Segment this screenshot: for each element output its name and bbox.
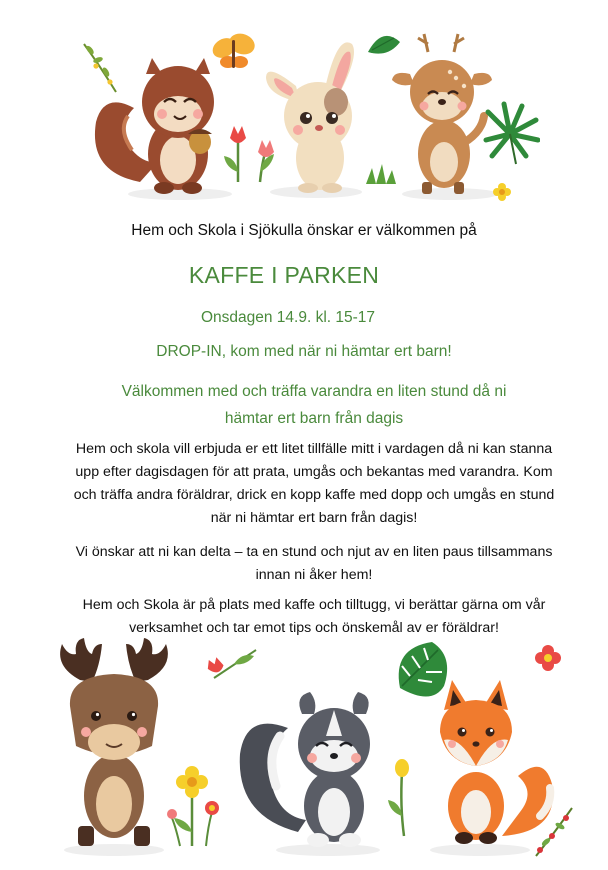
welcome-text: Välkommen med och träffa varandra en liten stund då ni hämtar ert barn från dagis (121, 383, 507, 427)
deer-icon (392, 34, 498, 200)
monstera-leaf-icon (399, 642, 447, 697)
yellow-flower-icon (167, 766, 219, 846)
dropin-text: DROP-IN, kom med när ni hämtar ert barn! (156, 343, 452, 360)
event-date: Onsdagen 14.9. kl. 15-17 (200, 309, 376, 326)
moose-icon (60, 638, 168, 856)
body-paragraph: Hem och skola vill erbjuda er ett litet tillfälle mitt i vardagen då ni kan stanna upp efter dagisdagen för att prata, umgås och bekantas med varandra. Kom och träffa andra föräldrar, drick en kopp kaffe med dopp och umgås en stund när ni hämtar ert barn från dagis! (73, 441, 555, 526)
butterfly-icon (209, 30, 258, 68)
event-title: KAFFE I PARKEN (188, 262, 380, 288)
branch-icon (84, 44, 116, 92)
fan-palm-icon (486, 104, 538, 164)
intro-text: Hem och Skola i Sjökulla önskar er välkommen på (131, 222, 477, 239)
tulip-icon (224, 126, 274, 182)
skunk-icon (240, 692, 380, 856)
fox-icon (430, 680, 553, 856)
body-paragraph: Hem och Skola är på plats med kaffe och tilltugg, vi berättar gärna om vår verksamhet och tar emot tips och önskemål av er föräldrar! (82, 597, 546, 636)
palm-leaf-icon (368, 36, 400, 54)
red-flower-icon (535, 645, 561, 671)
bottom-illustration (40, 636, 580, 862)
tulip-icon (205, 650, 256, 678)
grass-icon (366, 164, 396, 184)
body-paragraph: Vi önskar att ni kan delta – ta en stund och njut av en liten paus tillsammans innan ni åker hem! (75, 544, 553, 583)
flower-bud-icon (388, 759, 409, 836)
rabbit-icon (266, 42, 362, 198)
yellow-flower-icon (493, 183, 511, 201)
squirrel-icon (95, 58, 232, 200)
top-illustration (70, 22, 540, 212)
